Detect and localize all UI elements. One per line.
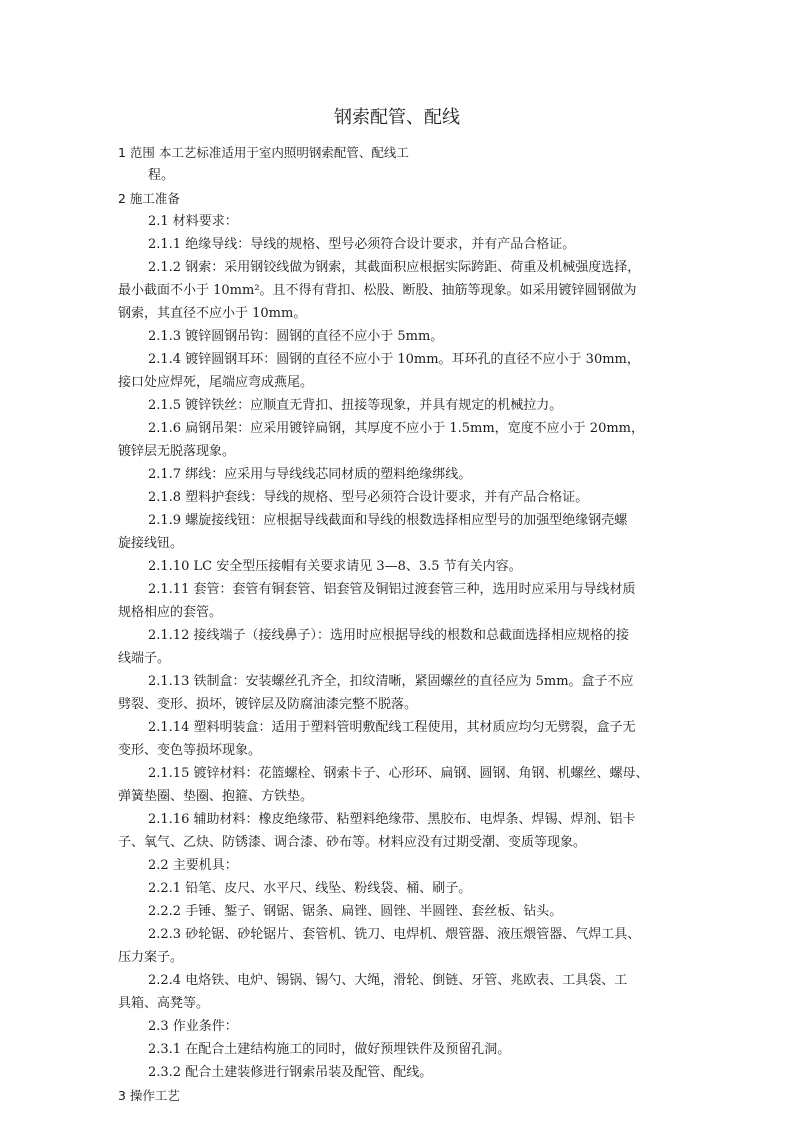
paragraph-line: 2.1.4 镀锌圆钢耳环：圆钢的直径不应小于 10mm。耳环孔的直径不应小于 30mm，: [148, 352, 640, 367]
paragraph-line: 压力案子。: [118, 950, 184, 965]
paragraph-line: 2.1.6 扁钢吊架：应采用镀锌扁钢，其厚度不应小于 1.5mm，宽度不应小于 20mm，: [148, 421, 644, 436]
paragraph-line: 子、氧气、乙炔、防锈漆、调合漆、砂布等。材料应没有过期受潮、变质等现象。: [118, 835, 587, 850]
paragraph-line: 2.1.10 LC 安全型压接帽有关要求请见 3—8、3.5 节有关内容。: [148, 559, 522, 574]
paragraph-line: 2.1.1 绝缘导线：导线的规格、型号必须符合设计要求，并有产品合格证。: [148, 237, 576, 252]
paragraph-line: 2.2.2 手锤、錾子、钢锯、锯条、扁锉、圆锉、半圆锉、套丝板、钻头。: [148, 904, 563, 919]
subsection-heading: 2.2 主要机具：: [148, 858, 238, 873]
paragraph-line: 2.1.5 镀锌铁丝：应顺直无背扣、扭接等现象，并具有规定的机械拉力。: [148, 398, 563, 413]
document-title: 钢索配管、配线: [334, 107, 460, 128]
paragraph-line: 2.3.2 配合土建装修进行钢索吊装及配管、配线。: [148, 1065, 433, 1080]
paragraph-line: 规格相应的套管。: [118, 605, 223, 620]
paragraph-line: 2.1.8 塑料护套线：导线的规格、型号必须符合设计要求，并有产品合格证。: [148, 490, 589, 505]
paragraph-line: 变形、变色等损坏现象。: [118, 743, 262, 758]
paragraph-line: 2.1.13 铁制盒：安装螺丝孔齐全，扣纹清晰，紧固螺丝的直径应为 5mm。盒子不应: [148, 674, 634, 689]
document-body: [118, 141, 678, 1107]
paragraph-line: 2.1.7 绑线：应采用与导线线芯同材质的塑料绝缘绑线。: [148, 467, 472, 482]
paragraph-line: 2.1.11 套管：套管有铜套管、铝套管及铜铝过渡套管三种，选用时应采用与导线材质: [148, 582, 636, 597]
paragraph-line: 弹簧垫圈、垫圈、抱箍、方铁垫。: [118, 789, 314, 804]
paragraph-line: 2.2.3 砂轮锯、砂轮锯片、套管机、铣刀、电焊机、煨管器、液压煨管器、气焊工具、: [148, 927, 641, 942]
section-heading: 2 施工准备: [118, 191, 180, 206]
paragraph-line: 2.1.15 镀锌材料：花篮螺栓、钢索卡子、心形环、扁钢、圆钢、角钢、机螺丝、螺母、: [148, 766, 649, 781]
paragraph-line: 旋接线钮。: [118, 536, 184, 551]
paragraph-line: 2.2.1 铅笔、皮尺、水平尺、线坠、粉线袋、桶、刷子。: [148, 881, 472, 896]
paragraph-line: 2.1.3 镀锌圆钢吊钩：圆钢的直径不应小于 5mm。: [148, 329, 444, 344]
paragraph-line: 2.1.16 辅助材料：橡皮绝缘带、粘塑料绝缘带、黑胶布、电焊条、焊锡、焊剂、铝卡: [148, 812, 636, 827]
paragraph-line: 镀锌层无脱落现象。: [118, 444, 236, 459]
paragraph-line: 2.1.2 钢索：采用钢铰线做为钢索，其截面积应根据实际跨距、荷重及机械强度选择，: [148, 260, 641, 275]
section-heading: 3 操作工艺: [118, 1088, 180, 1103]
paragraph-line: 钢索，其直径不应小于 10mm。: [118, 306, 307, 321]
paragraph-line: 2.1.14 塑料明装盒：适用于塑料管明敷配线工程使用，其材质应均匀无劈裂，盒子无: [148, 720, 636, 735]
paragraph-line: 2.1.9 螺旋接线钮：应根据导线截面和导线的根数选择相应型号的加强型绝缘钢壳螺: [148, 513, 628, 528]
paragraph-line: 接口处应焊死，尾端应弯成燕尾。: [118, 375, 314, 390]
paragraph-line: 线端子。: [118, 651, 171, 666]
paragraph-line: 劈裂、变形、损坏，镀锌层及防腐油漆完整不脱落。: [118, 697, 418, 712]
section-heading: 1 范围 本工艺标准适用于室内照明钢索配管、配线工: [118, 145, 409, 160]
paragraph-line: 2.3.1 在配合土建结构施工的同时，做好预埋铁件及预留孔洞。: [148, 1042, 511, 1057]
paragraph-line: 最小截面不小于 10mm²。且不得有背扣、松股、断股、抽筋等现象。如采用镀锌圆钢做为: [118, 283, 637, 298]
subsection-heading: 2.3 作业条件：: [148, 1019, 238, 1034]
paragraph-line: 2.2.4 电烙铁、电炉、锡锅、锡勺、大绳，滑轮、倒链、牙管、兆欧表、工具袋、工: [148, 973, 628, 988]
subsection-heading: 2.1 材料要求：: [148, 214, 238, 229]
paragraph-line: 2.1.12 接线端子（接线鼻子）：选用时应根据导线的根数和总截面选择相应规格的接: [148, 628, 629, 643]
paragraph-line: 程。: [148, 168, 175, 183]
paragraph-line: 具箱、高凳等。: [118, 996, 210, 1011]
